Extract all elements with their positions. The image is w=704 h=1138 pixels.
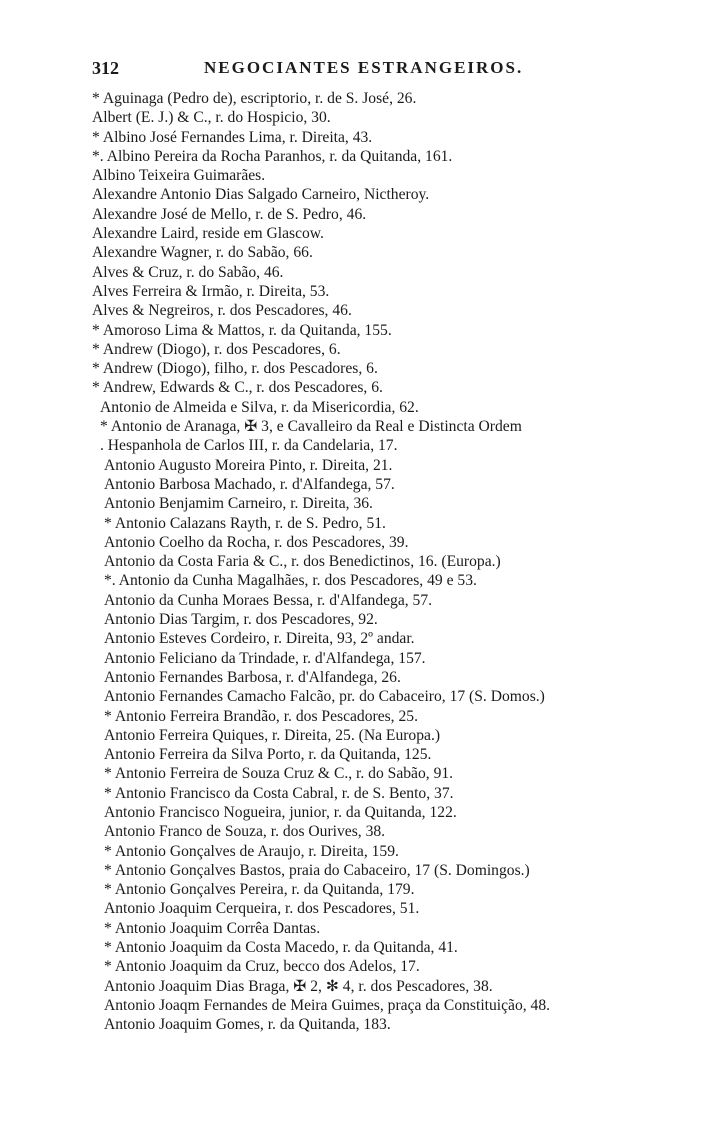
list-item: Alexandre Antonio Dias Salgado Carneiro, Nictheroy. bbox=[92, 186, 430, 204]
list-item: Alexandre Wagner, r. do Sabão, 66. bbox=[92, 244, 313, 262]
list-item: *. Antonio da Cunha Magalhães, r. dos Pescadores, 49 e 53. bbox=[104, 572, 477, 590]
list-item: Antonio Ferreira da Silva Porto, r. da Quitanda, 125. bbox=[104, 746, 432, 764]
list-item: *. Albino Pereira da Rocha Paranhos, r. da Quitanda, 161. bbox=[92, 147, 453, 165]
list-item: Antonio Barbosa Machado, r. d'Alfandega, 57. bbox=[104, 475, 395, 493]
list-item: * Andrew (Diogo), r. dos Pescadores, 6. bbox=[92, 340, 341, 358]
list-item-continuation: . Hespanhola de Carlos III, r. da Candelaria, 17. bbox=[100, 437, 398, 455]
list-item: Antonio da Cunha Moraes Bessa, r. d'Alfandega, 57. bbox=[104, 591, 433, 609]
list-item: Antonio Fernandes Camacho Falcão, pr. do Cabaceiro, 17 (S. Domos.) bbox=[104, 688, 545, 706]
list-item: * Antonio Gonçalves Pereira, r. da Quitanda, 179. bbox=[104, 881, 415, 899]
list-item: Alexandre Laird, reside em Glascow. bbox=[92, 225, 324, 243]
list-item: Antonio Francisco Nogueira, junior, r. da Quitanda, 122. bbox=[104, 803, 457, 821]
list-item: * Amoroso Lima & Mattos, r. da Quitanda, 155. bbox=[92, 321, 392, 339]
list-item: * Antonio Gonçalves Bastos, praia do Cabaceiro, 17 (S. Domingos.) bbox=[104, 861, 530, 879]
list-item: Antonio Franco de Souza, r. dos Ourives, 38. bbox=[104, 823, 386, 841]
list-item: Alexandre José de Mello, r. de S. Pedro, 46. bbox=[92, 205, 367, 223]
list-item: * Antonio Joaquim Corrêa Dantas. bbox=[104, 919, 321, 937]
list-item: * Antonio Joaquim da Costa Macedo, r. da Quitanda, 41. bbox=[104, 939, 458, 957]
list-item: Antonio da Costa Faria & C., r. dos Benedictinos, 16. (Europa.) bbox=[104, 553, 501, 571]
list-item: Albert (E. J.) & C., r. do Hospicio, 30. bbox=[92, 109, 331, 127]
list-item: * Antonio Gonçalves de Araujo, r. Direita, 159. bbox=[104, 842, 399, 860]
list-item: * Antonio de Aranaga, ✠ 3, e Cavalleiro da Real e Distincta Ordem bbox=[100, 418, 522, 436]
list-item: Antonio Benjamim Carneiro, r. Direita, 36. bbox=[104, 495, 373, 513]
list-item: Albino Teixeira Guimarães. bbox=[92, 167, 266, 185]
list-item: * Antonio Francisco da Costa Cabral, r. de S. Bento, 37. bbox=[104, 784, 454, 802]
list-item: * Andrew, Edwards & C., r. dos Pescadores, 6. bbox=[92, 379, 383, 397]
list-item: Antonio de Almeida e Silva, r. da Misericordia, 62. bbox=[100, 398, 419, 416]
list-item: Antonio Ferreira Quiques, r. Direita, 25. (Na Europa.) bbox=[104, 726, 441, 744]
list-item: * Albino José Fernandes Lima, r. Direita, 43. bbox=[92, 128, 373, 146]
list-item: Antonio Joaquim Cerqueira, r. dos Pescadores, 51. bbox=[104, 900, 420, 918]
list-item: Antonio Esteves Cordeiro, r. Direita, 93, 2º andar. bbox=[104, 630, 415, 648]
list-item: Antonio Augusto Moreira Pinto, r. Direita, 21. bbox=[104, 456, 393, 474]
list-item: * Antonio Ferreira Brandão, r. dos Pescadores, 25. bbox=[104, 707, 418, 725]
list-item: Antonio Joaquim Dias Braga, ✠ 2, ✻ 4, r. dos Pescadores, 38. bbox=[104, 977, 493, 995]
list-item: Alves Ferreira & Irmão, r. Direita, 53. bbox=[92, 282, 330, 300]
list-item: * Aguinaga (Pedro de), escriptorio, r. de S. José, 26. bbox=[92, 90, 417, 107]
list-item: * Andrew (Diogo), filho, r. dos Pescadores, 6. bbox=[92, 360, 378, 378]
list-item: Antonio Joaqm Fernandes de Meira Guimes, praça da Constituição, 48. bbox=[104, 996, 551, 1014]
list-item: Antonio Joaquim Gomes, r. da Quitanda, 183. bbox=[104, 1016, 391, 1034]
page-header bbox=[92, 58, 552, 84]
running-title: NEGOCIANTES ESTRANGEIROS. bbox=[204, 58, 524, 77]
list-item: Alves & Negreiros, r. dos Pescadores, 46. bbox=[92, 302, 352, 320]
page-number: 312 bbox=[92, 58, 119, 78]
list-item: * Antonio Calazans Rayth, r. de S. Pedro, 51. bbox=[104, 514, 386, 532]
list-item: Antonio Feliciano da Trindade, r. d'Alfandega, 157. bbox=[104, 649, 426, 667]
list-item: * Antonio Joaquim da Cruz, becco dos Adelos, 17. bbox=[104, 958, 420, 976]
list-item: Alves & Cruz, r. do Sabão, 46. bbox=[92, 263, 284, 281]
list-item: Antonio Fernandes Barbosa, r. d'Alfandega, 26. bbox=[104, 668, 401, 686]
list-item: Antonio Dias Targim, r. dos Pescadores, 92. bbox=[104, 611, 378, 629]
list-item: Antonio Coelho da Rocha, r. dos Pescadores, 39. bbox=[104, 533, 409, 551]
list-item: * Antonio Ferreira de Souza Cruz & C., r. do Sabão, 91. bbox=[104, 765, 454, 783]
directory-list bbox=[92, 89, 682, 1035]
